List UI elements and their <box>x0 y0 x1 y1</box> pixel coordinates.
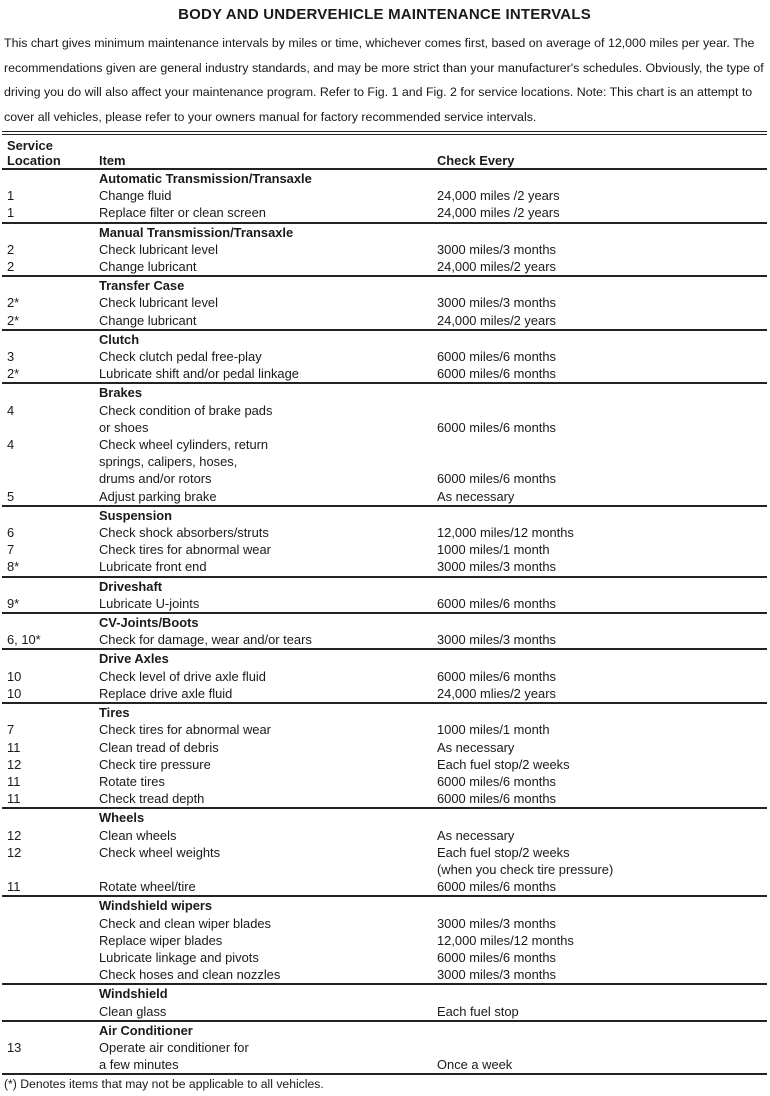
item-cell: Check tread depth <box>99 791 205 807</box>
item-cell: Lubricate linkage and pivots <box>99 949 259 965</box>
section-title: Manual Transmission/Transaxle <box>99 224 294 240</box>
table-row <box>2 258 767 275</box>
interval-cell <box>437 578 767 595</box>
service-location-cell <box>7 704 99 721</box>
item-cell: Change fluid <box>99 188 172 204</box>
interval-cell: 3000 miles/3 months <box>437 295 556 311</box>
table-row <box>2 721 767 738</box>
service-location-header-line2: Location <box>7 153 61 168</box>
section-title: Windshield wipers <box>99 898 213 914</box>
page-title: BODY AND UNDERVEHICLE MAINTENANCE INTERVALS <box>178 6 591 23</box>
service-location-cell <box>7 915 99 932</box>
interval-cell <box>437 809 767 826</box>
item-cell: Clean wheels <box>99 827 177 843</box>
section-header-row <box>2 277 767 294</box>
interval-cell <box>437 402 767 419</box>
service-location-cell <box>7 650 99 667</box>
service-location-cell: 2 <box>7 259 15 275</box>
item-cell: Change lubricant <box>99 312 197 328</box>
section-title: Air Conditioner <box>99 1022 193 1038</box>
interval-cell: 6000 miles/6 months <box>437 595 556 611</box>
interval-cell: 3000 miles/3 months <box>437 632 556 648</box>
interval-cell: 3000 miles/3 months <box>437 915 556 931</box>
table-row <box>2 790 767 807</box>
service-location-cell <box>7 949 99 966</box>
service-location-cell: 12 <box>7 827 22 843</box>
service-location-cell: 11 <box>7 879 21 895</box>
item-cell: drums and/or rotors <box>99 471 212 487</box>
intro-paragraph: This chart gives minimum maintenance intervals by miles or time, whichever comes first, based on average of 12,000 miles per year. The recommendations given are general industry standards, and may be more strict than your manufacturer's schedules. Obviously, the type of driving you do will also affect your maintenance program. Refer to Fig. 1 and Fig. 2 for service locations. Note: This chart is an attempt to cover all vehicles, please refer to your owners manual for factory recommended service intervals. <box>4 36 764 124</box>
interval-cell <box>437 224 767 241</box>
interval-cell: As necessary <box>437 827 515 843</box>
table-body <box>2 170 767 1075</box>
interval-cell: 24,000 mlies/2 years <box>437 685 556 701</box>
table-section <box>2 809 767 897</box>
table-row <box>2 187 767 204</box>
check-every-header-spacer <box>437 138 767 153</box>
service-location-cell <box>7 384 99 401</box>
table-header-row-2 <box>2 153 767 168</box>
table-row <box>2 773 767 790</box>
service-location-cell: 5 <box>7 488 15 504</box>
interval-cell <box>437 897 767 914</box>
table-row <box>2 739 767 756</box>
interval-cell: 12,000 miles/12 months <box>437 932 574 948</box>
interval-cell: 24,000 miles/2 years <box>437 312 556 328</box>
service-location-cell: 4 <box>7 402 15 418</box>
service-location-cell <box>7 470 99 487</box>
service-location-cell <box>7 507 99 524</box>
interval-cell <box>437 277 767 294</box>
interval-cell <box>437 453 767 470</box>
table-section <box>2 224 767 278</box>
interval-cell: 24,000 miles /2 years <box>437 205 560 221</box>
service-location-cell: 1 <box>7 205 15 221</box>
interval-cell: 6000 miles/6 months <box>437 366 556 382</box>
item-cell: springs, calipers, hoses, <box>99 454 238 470</box>
service-location-cell: 7 <box>7 542 15 558</box>
table-section <box>2 897 767 985</box>
service-location-cell <box>7 453 99 470</box>
interval-cell <box>437 331 767 348</box>
table-section <box>2 650 767 704</box>
table-row <box>2 204 767 221</box>
table-section <box>2 331 767 385</box>
table-row <box>2 827 767 844</box>
service-location-cell: 12 <box>7 844 22 860</box>
item-cell: Lubricate front end <box>99 559 207 575</box>
service-location-cell: 1 <box>7 188 15 204</box>
interval-cell: As necessary <box>437 739 515 755</box>
service-location-cell <box>7 861 99 878</box>
table-row <box>2 558 767 575</box>
table-row <box>2 932 767 949</box>
section-header-row <box>2 614 767 631</box>
item-cell: Check lubricant level <box>99 295 218 311</box>
table-row <box>2 524 767 541</box>
section-title: Brakes <box>99 385 143 401</box>
table-section <box>2 704 767 809</box>
table-row <box>2 949 767 966</box>
table-header-row-1 <box>2 138 767 153</box>
item-cell: Check for damage, wear and/or tears <box>99 632 312 648</box>
section-header-row <box>2 507 767 524</box>
section-header-row <box>2 578 767 595</box>
service-location-cell: 13 <box>7 1039 22 1055</box>
table-row <box>2 470 767 487</box>
service-location-cell: 10 <box>7 668 22 684</box>
section-title: Suspension <box>99 507 173 523</box>
table-section <box>2 507 767 578</box>
section-title: Drive Axles <box>99 651 169 667</box>
table-row <box>2 861 767 878</box>
item-cell: Lubricate shift and/or pedal linkage <box>99 366 299 382</box>
interval-cell <box>437 384 767 401</box>
interval-cell: Each fuel stop/2 weeks <box>437 756 570 772</box>
item-cell: Check tires for abnormal wear <box>99 722 271 738</box>
interval-cell: Each fuel stop/2 weeks <box>437 844 570 860</box>
interval-cell: 3000 miles/3 months <box>437 559 556 575</box>
table-section <box>2 578 767 614</box>
service-location-cell <box>7 932 99 949</box>
table-row <box>2 631 767 648</box>
footnote: (*) Denotes items that may not be applicable to all vehicles. <box>4 1077 324 1092</box>
service-location-cell: 9* <box>7 595 20 611</box>
item-cell: a few minutes <box>99 1057 179 1073</box>
interval-cell: 24,000 miles/2 years <box>437 259 556 275</box>
section-header-row <box>2 985 767 1002</box>
service-location-cell <box>7 966 99 983</box>
section-title: Automatic Transmission/Transaxle <box>99 171 312 186</box>
table-row <box>2 915 767 932</box>
interval-cell: 3000 miles/3 months <box>437 241 556 257</box>
item-header-spacer <box>99 138 437 153</box>
item-cell: Operate air conditioner for <box>99 1039 249 1055</box>
interval-cell: 3000 miles/3 months <box>437 967 556 983</box>
item-cell: Check clutch pedal free-play <box>99 349 262 365</box>
service-location-cell <box>7 277 99 294</box>
section-header-row <box>2 809 767 826</box>
item-cell: Lubricate U-joints <box>99 595 200 611</box>
item-cell: Adjust parking brake <box>99 488 217 504</box>
interval-cell: 6000 miles/6 months <box>437 349 556 365</box>
table-section <box>2 384 767 506</box>
table-section <box>2 985 767 1021</box>
section-title: Transfer Case <box>99 278 185 294</box>
service-location-cell <box>7 1056 99 1073</box>
interval-cell <box>437 170 767 187</box>
section-title: Tires <box>99 705 130 721</box>
item-cell: or shoes <box>99 419 149 435</box>
item-cell: Replace wiper blades <box>99 932 223 948</box>
item-cell: Replace drive axle fluid <box>99 685 233 701</box>
table-section <box>2 614 767 650</box>
item-cell: Check wheel cylinders, return <box>99 437 269 453</box>
item-cell: Check tires for abnormal wear <box>99 542 271 558</box>
service-location-cell <box>7 985 99 1002</box>
service-location-cell <box>7 419 99 436</box>
section-title: Windshield <box>99 986 168 1002</box>
service-location-header-line1: Service <box>7 138 53 153</box>
section-header-row <box>2 224 767 241</box>
interval-cell <box>437 650 767 667</box>
interval-cell: 12,000 miles/12 months <box>437 525 574 541</box>
service-location-cell <box>7 224 99 241</box>
item-cell: Check and clean wiper blades <box>99 915 271 931</box>
interval-cell: 6000 miles/6 months <box>437 949 556 965</box>
section-header-row <box>2 170 767 187</box>
interval-cell: 1000 miles/1 month <box>437 722 550 738</box>
item-cell: Check hoses and clean nozzles <box>99 967 281 983</box>
table-row <box>2 241 767 258</box>
interval-cell <box>437 507 767 524</box>
item-cell: Replace filter or clean screen <box>99 205 266 221</box>
service-location-cell <box>7 897 99 914</box>
interval-cell: 6000 miles/6 months <box>437 668 556 684</box>
item-cell: Check level of drive axle fluid <box>99 668 266 684</box>
table-row <box>2 1003 767 1020</box>
section-header-row <box>2 650 767 667</box>
interval-cell: Each fuel stop <box>437 1003 519 1019</box>
interval-cell <box>437 1039 767 1056</box>
table-row <box>2 1056 767 1073</box>
item-cell: Check lubricant level <box>99 241 218 257</box>
service-location-cell: 3 <box>7 349 15 365</box>
table-row <box>2 419 767 436</box>
interval-cell: (when you check tire pressure) <box>437 861 614 877</box>
service-location-cell <box>7 578 99 595</box>
service-location-cell: 4 <box>7 437 15 453</box>
table-row <box>2 436 767 453</box>
table-row <box>2 488 767 505</box>
section-header-row <box>2 704 767 721</box>
section-title: Clutch <box>99 331 140 347</box>
item-cell: Clean glass <box>99 1003 167 1019</box>
service-location-cell: 2* <box>7 295 20 311</box>
table-row <box>2 668 767 685</box>
interval-cell: Once a week <box>437 1057 513 1073</box>
section-title: Driveshaft <box>99 578 163 594</box>
service-location-cell: 2* <box>7 312 20 328</box>
table-row <box>2 312 767 329</box>
interval-cell: 6000 miles/6 months <box>437 879 556 895</box>
interval-cell: 24,000 miles /2 years <box>437 188 560 204</box>
table-row <box>2 541 767 558</box>
table-section <box>2 1022 767 1076</box>
table-row <box>2 1039 767 1056</box>
service-location-cell <box>7 614 99 631</box>
interval-cell: 1000 miles/1 month <box>437 542 550 558</box>
service-location-cell <box>7 170 99 187</box>
service-location-cell <box>7 1022 99 1039</box>
service-location-cell: 2* <box>7 366 20 382</box>
table-row <box>2 402 767 419</box>
service-location-cell: 11 <box>7 739 21 755</box>
item-cell: Check shock absorbers/struts <box>99 525 269 541</box>
maintenance-table <box>2 131 767 1075</box>
interval-cell: As necessary <box>437 488 515 504</box>
service-location-cell: 8* <box>7 559 20 575</box>
table-row <box>2 365 767 382</box>
interval-cell: 6000 miles/6 months <box>437 791 556 807</box>
item-cell: Rotate tires <box>99 773 165 789</box>
table-row <box>2 844 767 861</box>
interval-cell <box>437 704 767 721</box>
section-header-row <box>2 331 767 348</box>
service-location-cell: 11 <box>7 791 21 807</box>
table-row <box>2 294 767 311</box>
section-header-row <box>2 384 767 401</box>
item-header: Item <box>99 153 126 168</box>
item-cell: Check condition of brake pads <box>99 402 273 418</box>
section-header-row <box>2 897 767 914</box>
item-cell <box>99 861 437 878</box>
interval-cell: 6000 miles/6 months <box>437 419 556 435</box>
service-location-cell: 2 <box>7 241 15 257</box>
service-location-cell <box>7 1003 99 1020</box>
table-row <box>2 453 767 470</box>
section-title: Wheels <box>99 810 145 826</box>
table-section <box>2 170 767 224</box>
service-location-cell: 10 <box>7 685 22 701</box>
item-cell: Clean tread of debris <box>99 739 219 755</box>
table-row <box>2 348 767 365</box>
interval-cell: 6000 miles/6 months <box>437 471 556 487</box>
service-location-cell: 11 <box>7 773 21 789</box>
item-cell: Check tire pressure <box>99 756 211 772</box>
table-row <box>2 878 767 895</box>
service-location-cell: 6 <box>7 525 15 541</box>
service-location-cell: 6, 10* <box>7 632 41 648</box>
item-cell: Change lubricant <box>99 259 197 275</box>
check-every-header: Check Every <box>437 153 515 168</box>
table-row <box>2 756 767 773</box>
service-location-cell <box>7 331 99 348</box>
section-header-row <box>2 1022 767 1039</box>
section-title: CV-Joints/Boots <box>99 615 199 631</box>
table-row <box>2 595 767 612</box>
interval-cell <box>437 1022 767 1039</box>
interval-cell <box>437 614 767 631</box>
table-row <box>2 685 767 702</box>
table-section <box>2 277 767 331</box>
item-cell: Rotate wheel/tire <box>99 879 196 895</box>
service-location-cell: 12 <box>7 756 22 772</box>
item-cell: Check wheel weights <box>99 844 221 860</box>
service-location-cell <box>7 809 99 826</box>
table-row <box>2 966 767 983</box>
table-header <box>2 135 767 170</box>
service-location-cell: 7 <box>7 722 15 738</box>
interval-cell: 6000 miles/6 months <box>437 773 556 789</box>
interval-cell <box>437 985 767 1002</box>
interval-cell <box>437 436 767 453</box>
